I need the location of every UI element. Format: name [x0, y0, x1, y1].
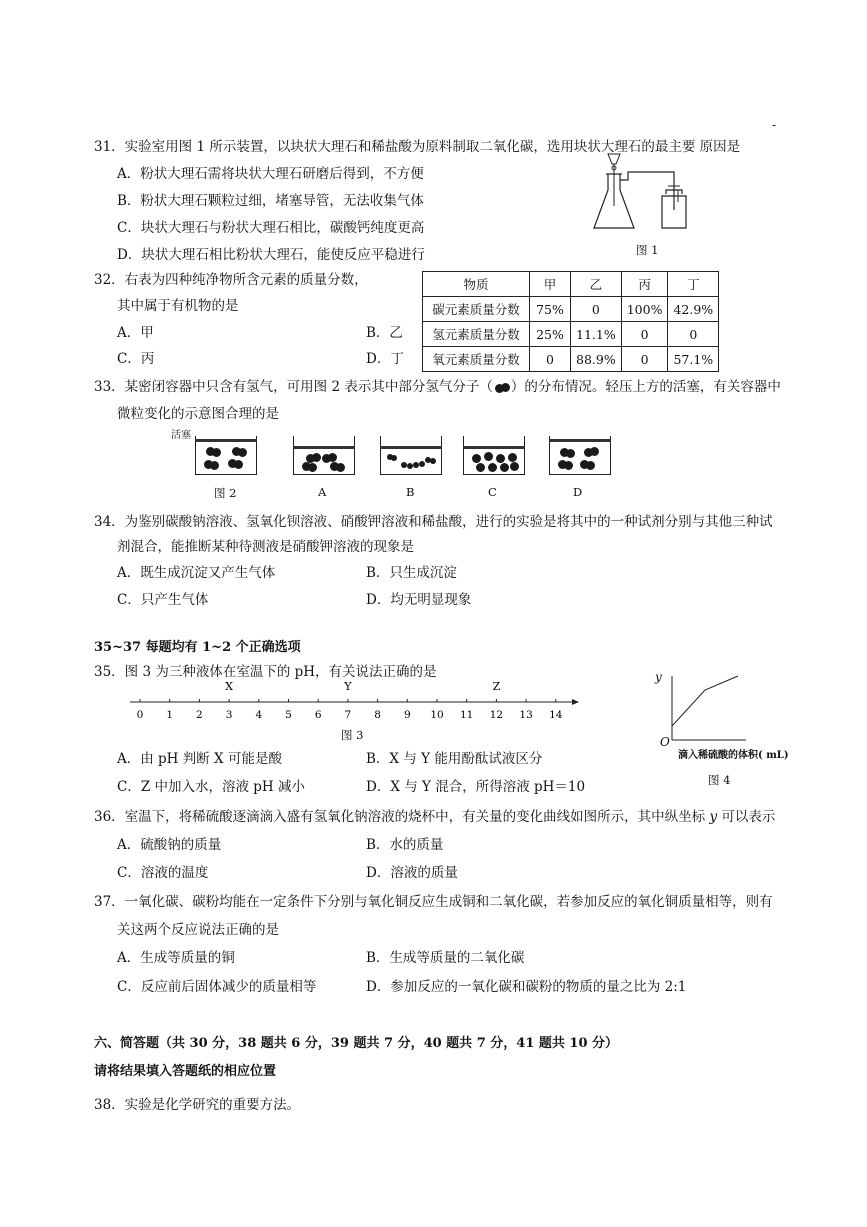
figure-4-origin: O: [660, 735, 670, 749]
q35-option-d: D．X 与 Y 混合，所得溶液 pH＝10: [366, 779, 586, 795]
corner-mark: -: [772, 118, 777, 132]
ph-tick-label: 9: [403, 709, 411, 721]
q37-option-d: D．参加反应的一氧化碳和碳粉的物质的量之比为 2:1: [366, 979, 687, 995]
q31-option-c: C．块状大理石与粉状大理石相比，碳酸钙纯度更高: [117, 220, 425, 236]
piston: [549, 439, 611, 442]
q34-stem-line2: 剂混合，能推断某种待测液是硝酸钾溶液的现象是: [117, 539, 414, 555]
q36-stem: [94, 805, 775, 825]
q32-option-d: D．丁: [366, 351, 404, 367]
mass-fraction-table: [422, 271, 719, 372]
table-cell: 42.9%: [668, 297, 719, 322]
ph-tick-label: 12: [489, 709, 504, 721]
container-d: [549, 436, 611, 475]
container-a: [293, 436, 355, 475]
ph-tick-label: 14: [549, 709, 563, 721]
piston: [380, 446, 442, 449]
q35-option-a: A．由 pH 判断 X 可能是酸: [117, 751, 282, 767]
figure-4-ylabel: y: [655, 670, 662, 684]
q37-stem-line2: 关这两个反应说法正确的是: [117, 922, 279, 938]
table-cell: 0: [621, 322, 668, 347]
q36-variable: y: [709, 809, 718, 825]
q36-option-a: A．硫酸钠的质量: [117, 837, 222, 853]
q32-option-a: A．甲: [117, 325, 154, 341]
q37-option-a: A．生成等质量的铜: [117, 950, 235, 966]
table-header-cell: 乙: [571, 272, 622, 297]
container-b: [380, 436, 442, 475]
section-note: 35~37 每题均有 1~2 个正确选项: [94, 640, 301, 655]
table-cell: 0: [621, 347, 668, 372]
table-cell: 0: [530, 347, 571, 372]
table-cell: 57.1%: [668, 347, 719, 372]
q31-option-b: B．粉状大理石颗粒过细，堵塞导管，无法收集气体: [117, 193, 424, 209]
ph-axis-arrow: [572, 699, 579, 705]
q33-stem: [94, 375, 781, 395]
q36-stem-part1: 36．室温下，将稀硫酸逐滴滴入盛有氢氧化钠溶液的烧杯中，有关量的变化曲线如图所示，其中纵坐标: [94, 809, 710, 825]
q33-stem-line2: 微粒变化的示意图合理的是: [117, 406, 279, 422]
figure-4-xlabel: 滴入稀硫酸的体积( mL): [678, 750, 789, 761]
q36-option-c: C．溶液的温度: [117, 865, 209, 881]
figure-2-caption: 图 2: [214, 486, 237, 500]
q34-option-a: A．既生成沉淀又产生气体: [117, 565, 276, 581]
table-cell: 88.9%: [571, 347, 622, 372]
apparatus-figure: [588, 152, 698, 234]
table-row: [423, 322, 719, 347]
q32-option-c: C．丙: [117, 351, 155, 367]
option-d-label: D: [573, 485, 583, 499]
figure-1-caption: 图 1: [636, 243, 659, 257]
table-row: [423, 347, 719, 372]
ph-tick-label: 1: [166, 709, 174, 721]
q32-stem-line2: 其中属于有机物的是: [117, 298, 239, 314]
table-cell: 25%: [530, 322, 571, 347]
q32-stem: 32．右表为四种纯净物所含元素的质量分数，: [94, 272, 368, 288]
ph-scale-figure: [120, 680, 580, 726]
figure-4-caption: 图 4: [708, 773, 731, 787]
table-cell: 碳元素质量分数: [423, 297, 530, 322]
container-fig2: [195, 436, 257, 475]
q37-stem: 37．一氧化碳、碳粉均能在一定条件下分别与氧化铜反应生成铜和二氧化碳，若参加反应的氧化铜质量相等，则有: [94, 894, 773, 910]
ph-marker-x: X: [225, 680, 234, 693]
instruction: 请将结果填入答题纸的相应位置: [94, 1064, 277, 1079]
table-cell: 0: [571, 297, 622, 322]
table-header-cell: 甲: [530, 272, 571, 297]
q38-stem: 38．实验是化学研究的重要方法。: [94, 1097, 301, 1113]
ph-tick-label: 2: [196, 709, 203, 721]
ph-tick-label: 0: [136, 709, 144, 721]
ph-marker-z: Z: [492, 680, 501, 693]
ph-tick-label: 11: [460, 709, 474, 721]
option-b-label: B: [406, 485, 415, 499]
ph-tick-label: 6: [314, 709, 322, 721]
q32-option-b: B．乙: [366, 325, 403, 341]
q33-stem-part1: 33．某密闭容器中只含有氢气，可用图 2 表示其中部分氢气分子（: [94, 379, 493, 395]
table-header-row: [423, 272, 719, 297]
table-cell: 100%: [621, 297, 668, 322]
q34-stem: 34．为鉴别碳酸钠溶液、氢氧化钡溶液、硝酸钾溶液和稀盐酸，进行的实验是将其中的一种试剂分别与其他三种试: [94, 514, 773, 530]
q31-stem: 31．实验室用图 1 所示装置，以块状大理石和稀盐酸为原料制取二氧化碳，选用块状大理石的最主要 原因是: [94, 139, 741, 155]
table-cell: 11.1%: [571, 322, 622, 347]
option-a-label: A: [318, 485, 327, 499]
figure-3-caption: 图 3: [341, 728, 364, 742]
ph-tick-label: 13: [519, 709, 533, 721]
ph-tick-label: 5: [285, 709, 292, 721]
section-6-heading: 六、简答题（共 30 分，38 题共 6 分，39 题共 7 分，40 题共 7 分，41 题共 10 分）: [94, 1036, 619, 1051]
table-header-cell: 丙: [621, 272, 668, 297]
piston: [293, 446, 355, 449]
q34-option-b: B．只生成沉淀: [366, 565, 457, 581]
q31-option-d: D．块状大理石相比粉状大理石，能使反应平稳进行: [117, 247, 425, 263]
table-header-cell: 物质: [423, 272, 530, 297]
table-header-cell: 丁: [668, 272, 719, 297]
q33-stem-part2: ）的分布情况。轻压上方的活塞，有关容器中: [510, 379, 781, 395]
ph-tick-label: 4: [255, 709, 263, 721]
table-cell: 氢元素质量分数: [423, 322, 530, 347]
piston: [195, 439, 257, 442]
ph-marker-y: Y: [344, 680, 352, 693]
q31-option-a: A．粉状大理石需将块状大理石研磨后得到，不方便: [117, 166, 424, 182]
q35-option-c: C．Z 中加入水，溶液 pH 减小: [117, 779, 305, 795]
ph-tick-label: 3: [225, 709, 233, 721]
ph-tick-label: 10: [430, 709, 444, 721]
option-c-label: C: [488, 485, 497, 499]
ph-tick-label: 7: [344, 709, 352, 721]
q34-option-d: D．均无明显现象: [366, 592, 472, 608]
table-row: [423, 297, 719, 322]
q35-option-b: B．X 与 Y 能用酚酞试液区分: [366, 751, 543, 767]
q37-option-b: B．生成等质量的二氧化碳: [366, 950, 525, 966]
ph-tick-label: 8: [374, 709, 381, 721]
table-cell: 0: [668, 322, 719, 347]
container-c: [463, 436, 525, 475]
q36-option-b: B．水的质量: [366, 837, 444, 853]
piston-label: 活塞: [171, 430, 191, 441]
hydrogen-molecule-icon: [493, 383, 511, 393]
q37-option-c: C．反应前后固体减少的质量相等: [117, 979, 317, 995]
piston: [463, 446, 525, 449]
q36-option-d: D．溶液的质量: [366, 865, 458, 881]
q35-stem: 35．图 3 为三种液体在室温下的 pH，有关说法正确的是: [94, 664, 437, 680]
q36-stem-part2: 可以表示: [717, 809, 776, 825]
table-cell: 氧元素质量分数: [423, 347, 530, 372]
q34-option-c: C．只产生气体: [117, 592, 209, 608]
table-cell: 75%: [530, 297, 571, 322]
